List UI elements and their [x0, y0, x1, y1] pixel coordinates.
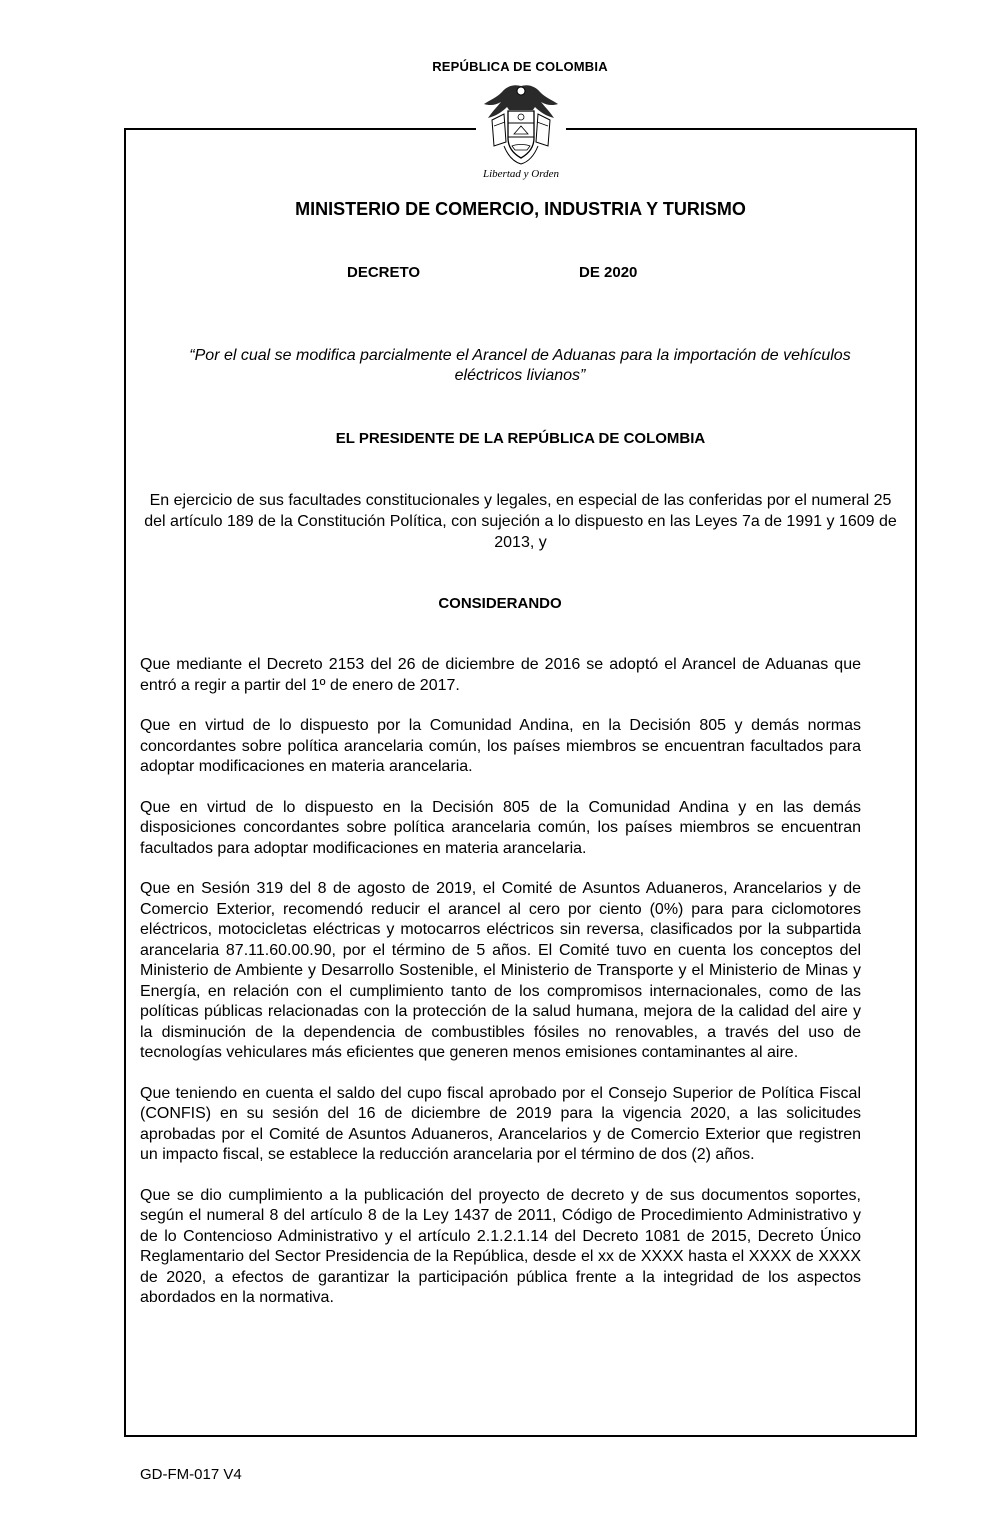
decree-year: DE 2020	[579, 264, 638, 281]
country-header: REPÚBLICA DE COLOMBIA	[432, 59, 608, 74]
frame-border-top-right	[566, 128, 917, 130]
powers-paragraph: En ejercicio de sus facultades constitucionales y legales, en especial de las conferidas por el numeral 25 del artículo 189 de la Constitución Política, con sujeción a lo dispuesto en las Leyes 7a de 1991 y 1609 de 2013, y	[144, 492, 897, 551]
frame-border-bottom	[124, 1435, 917, 1437]
frame-border-left	[124, 128, 126, 1437]
consideration-paragraph: Que se dio cumplimiento a la publicación del proyecto de decreto y de sus documentos soportes, según el numeral 8 del artículo 8 de la Ley 1437 de 2011, Código de Procedimiento Administrativo y de lo Contencioso Administrativo y el artículo 2.1.2.1.14 del Decreto 1081 de 2015, Decreto Único Reglamentario del Sector Presidencia de la República, desde el xx de XXXX hasta el XXXX de XXXX de 2020, a efectos de garantizar la participación pública frente a la integridad de los aspectos abordados en la normativa.	[140, 1186, 861, 1306]
issuer-heading: EL PRESIDENTE DE LA REPÚBLICA DE COLOMBIA	[335, 430, 706, 447]
frame-border-right	[915, 128, 917, 1437]
consideration-paragraph: Que teniendo en cuenta el saldo del cupo fiscal aprobado por el Consejo Superior de Política Fiscal (CONFIS) en su sesión del 16 de diciembre de 2019 para la vigencia 2020, a las solicitudes aprobadas por el Comité de Asuntos Aduaneros, Arancelarios y de Comercio Exterior que registren un impacto fiscal, se establece la reducción arancelaria por el término de dos (2) años.	[140, 1084, 861, 1163]
consideration-paragraph: Que mediante el Decreto 2153 del 26 de diciembre de 2016 se adoptó el Arancel de Aduanas que entró a regir a partir del 1º de enero de 2017.	[140, 656, 861, 694]
motto-text: Libertad y Orden	[483, 168, 559, 180]
decree-label: DECRETO	[347, 264, 421, 281]
consideration-paragraph: Que en Sesión 319 del 8 de agosto de 2019, el Comité de Asuntos Aduaneros, Arancelarios y de Comercio Exterior, recomendó reducir el arancel al cero por ciento (0%) para para ciclomotores eléctricos, motocicletas eléctricas y motocarros eléctricos sin reversa, clasificados por la subpartida arancelaria 87.11.60.00.90, por el término de 5 años. El Comité tuvo en cuenta los conceptos del Ministerio de Ambiente y Desarrollo Sostenible, el Ministerio de Transporte y el Ministerio de Minas y Energía, en relación con el cumplimiento tanto de los compromisos internacionales, como de las políticas públicas relacionadas con la protección de la salud humana, mejora de la calidad del aire y la disminución de la dependencia de combustibles fósiles no renovables, a través del uso de tecnologías vehiculares más eficientes que generen menos emisiones contaminantes al aire.	[140, 880, 861, 1061]
ministry-title: MINISTERIO DE COMERCIO, INDUSTRIA Y TURISMO	[295, 199, 746, 219]
considering-heading: CONSIDERANDO	[438, 595, 562, 612]
consideration-paragraph: Que en virtud de lo dispuesto por la Comunidad Andina, en la Decisión 805 y demás normas concordantes sobre política arancelaria común, los países miembros se encuentran facultados para adoptar modificaciones en materia arancelaria.	[140, 717, 861, 775]
frame-border-top-left	[124, 128, 476, 130]
considerations-body	[140, 655, 861, 1329]
consideration-paragraph: Que en virtud de lo dispuesto en la Decisión 805 de la Comunidad Andina y en las demás disposiciones concordantes sobre política arancelaria común, los países miembros se encuentran facultados para adoptar modificaciones en materia arancelaria.	[140, 798, 861, 857]
decree-subject: “Por el cual se modifica parcialmente el Arancel de Aduanas para la importación de vehículos eléctricos livianos”	[189, 347, 851, 384]
form-code: GD-FM-017 V4	[140, 1466, 242, 1483]
